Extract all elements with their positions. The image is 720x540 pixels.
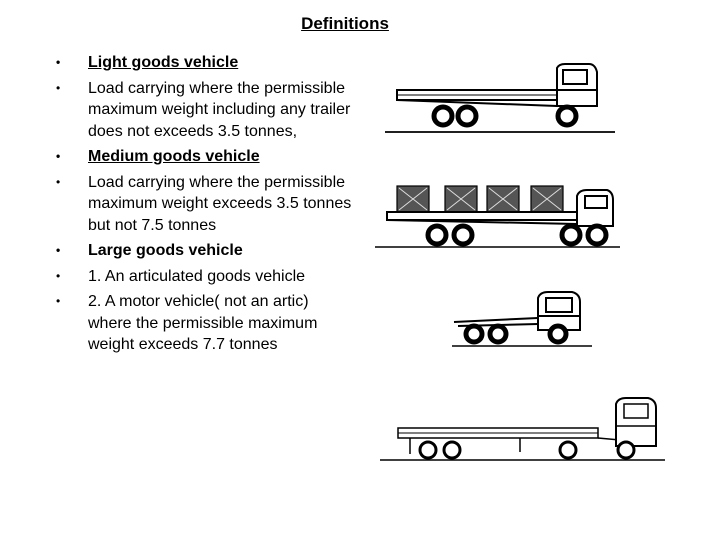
list-item (52, 291, 352, 356)
item-text: Load carrying where the permissible maximum weight exceeds 3.5 tonnes but not 7.5 tonnes (88, 173, 352, 234)
item-text: Medium goods vehicle (88, 148, 260, 165)
list-item (52, 266, 352, 288)
item-text: 2. A motor vehicle( not an artic) where the permissible maximum weight exceeds 7.7 tonnes (88, 293, 318, 353)
bullet-icon: • (56, 174, 61, 189)
definitions-list (52, 52, 352, 356)
tractor-unit-icon (452, 288, 592, 350)
bullet-icon: • (56, 80, 61, 95)
list-item (52, 240, 352, 262)
bullet-icon: • (56, 268, 61, 283)
list-item (52, 146, 352, 168)
loaded-rigid-truck-icon (375, 180, 620, 252)
list-item (52, 78, 352, 143)
item-text: 1. An articulated goods vehicle (88, 267, 306, 285)
page-title: Definitions (301, 14, 389, 33)
list-item (52, 172, 352, 237)
item-text: Load carrying where the permissible maximum weight including any trailer does not exceeds 3.5 tonnes, (88, 79, 351, 140)
bullet-icon: • (56, 149, 61, 163)
bullet-icon: • (56, 294, 61, 308)
list-item (52, 52, 352, 74)
bullet-icon: • (56, 55, 61, 69)
bullet-icon: • (56, 243, 61, 257)
item-text: Light goods vehicle (88, 54, 239, 71)
articulated-truck-icon (380, 394, 665, 466)
flatbed-truck-icon (385, 58, 615, 138)
item-text: Large goods vehicle (88, 242, 243, 259)
